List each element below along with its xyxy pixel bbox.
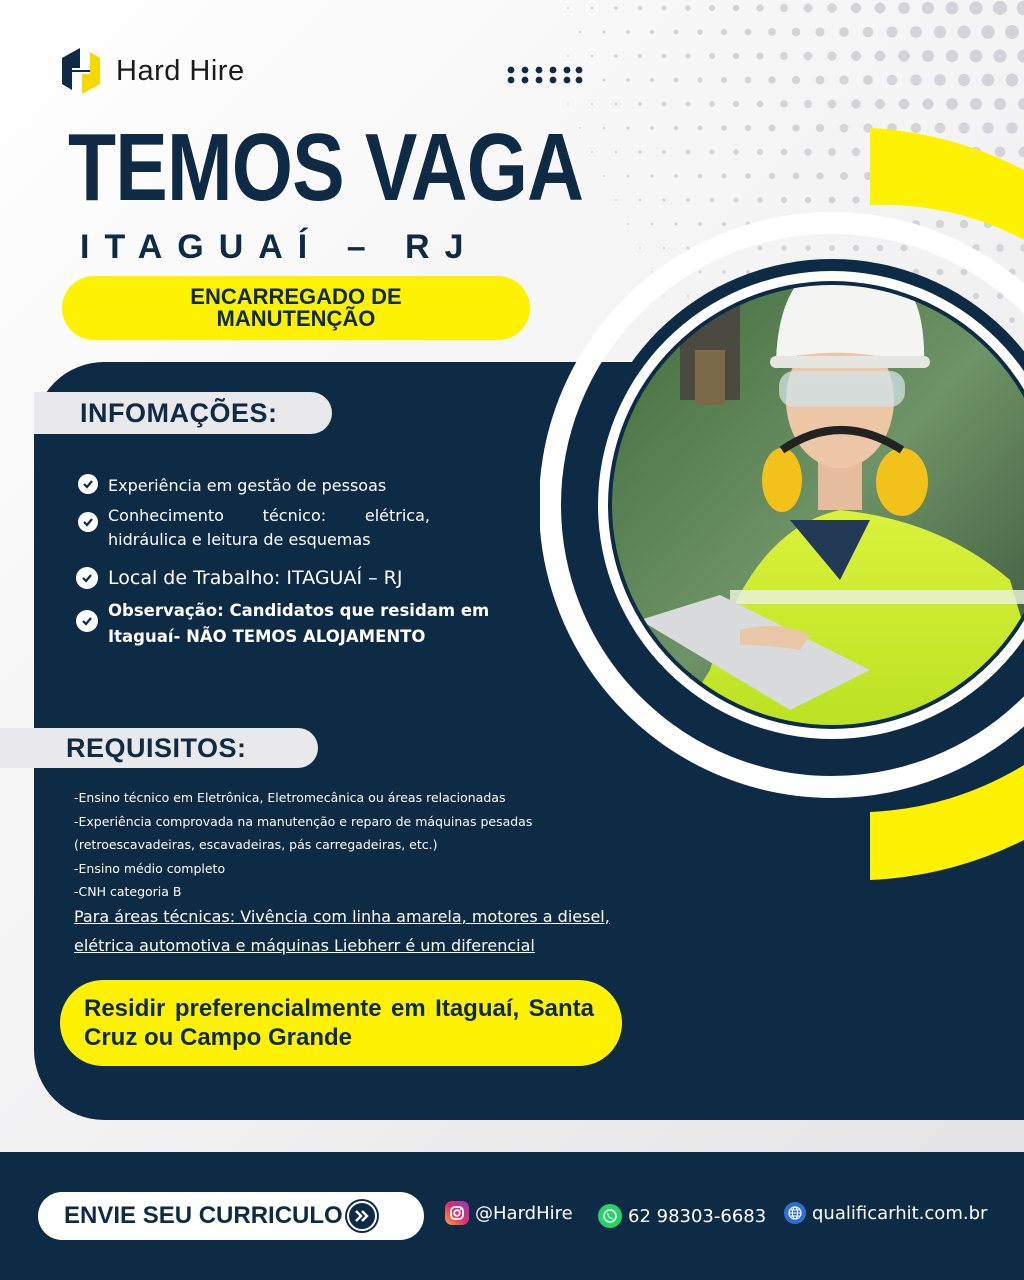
info-item (76, 598, 536, 650)
list-item: (retroescavadeiras, escavadeiras, pás carregadeiras, etc.) (74, 837, 438, 852)
worker-photo-circle (540, 110, 1024, 890)
list-item: -Experiência comprovada na manutenção e reparo de máquinas pesadas (74, 813, 533, 829)
requirements-list (74, 786, 634, 904)
residence-note: Residir preferencialmente em Itaguaí, Santa Cruz ou Campo Grande (84, 995, 594, 1051)
check-icon (78, 512, 98, 532)
instagram-link[interactable] (445, 1201, 573, 1225)
note-line: elétrica automotiva e máquinas Liebherr é um diferencial (74, 936, 535, 955)
info-item-text: Experiência em gestão de pessoas (108, 476, 387, 495)
whatsapp-link[interactable] (598, 1204, 766, 1228)
info-heading: INFOMAÇÕES: (34, 392, 332, 434)
check-icon (76, 610, 98, 632)
whatsapp-icon (598, 1204, 622, 1228)
send-resume-button[interactable] (38, 1192, 424, 1240)
info-item (76, 564, 496, 592)
website-url: qualificarhit.com.br (812, 1202, 988, 1224)
requirements-heading: REQUISITOS: (0, 728, 318, 768)
brand-name: Hard Hire (116, 54, 245, 87)
info-item-text: Conhecimento técnico: elétrica, hidráulica e leitura de esquemas (108, 506, 430, 549)
job-title-badge (62, 276, 530, 340)
list-item: -CNH categoria B (74, 884, 182, 899)
list-item: -Ensino médio completo (74, 860, 226, 876)
headline: TEMOS VAGA (68, 114, 584, 221)
instagram-icon (445, 1201, 469, 1225)
check-icon (76, 567, 98, 589)
check-icon (78, 474, 98, 494)
info-item-text: Local de Trabalho: ITAGUAÍ – RJ (108, 567, 403, 589)
job-title: ENCARREGADO DE MANUTENÇÃO (190, 284, 402, 331)
brand-logo (58, 46, 245, 96)
list-item: -Ensino técnico em Eletrônica, Eletromecânica ou áreas relacionadas (74, 790, 506, 805)
note-line: Para áreas técnicas: Vivência com linha amarela, motores a diesel, (74, 907, 610, 926)
residence-note-badge (60, 980, 622, 1066)
requirements-note (74, 902, 694, 960)
globe-icon (784, 1202, 806, 1224)
info-item (78, 504, 438, 552)
hard-hire-logo-icon (58, 46, 104, 96)
send-resume-label: ENVIE SEU CURRICULO (64, 1202, 343, 1229)
info-item-text: Observação: Candidatos que residam em Itaguaí- NÃO TEMOS ALOJAMENTO (108, 601, 490, 646)
phone-number: 62 98303-6683 (628, 1205, 767, 1227)
job-location: ITAGUAÍ – RJ (80, 228, 479, 266)
dots-decoration-icon (505, 66, 585, 84)
double-chevron-right-icon (347, 1201, 377, 1231)
info-item (78, 474, 458, 498)
website-link[interactable] (784, 1202, 987, 1224)
instagram-handle: @HardHire (475, 1202, 573, 1224)
